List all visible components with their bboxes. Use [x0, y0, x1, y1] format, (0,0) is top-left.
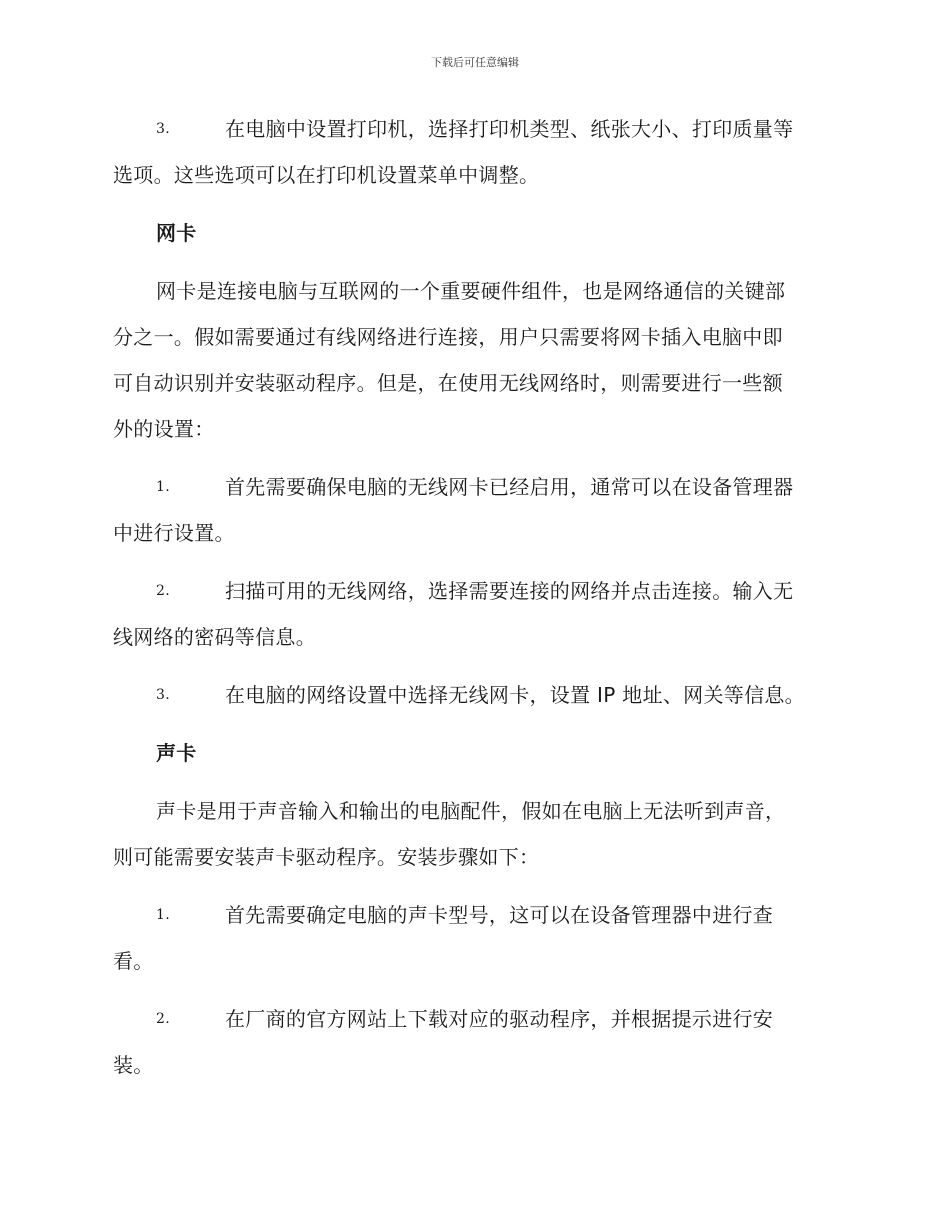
step-number: 3. — [156, 121, 170, 137]
page-header: 下载后可任意编辑 — [431, 56, 519, 69]
sound-intro-line-1: 声卡是用于声音输入和输出的电脑配件，假如在电脑上无法听到声音， — [156, 799, 786, 823]
step-text: 在电脑的网络设置中选择无线网卡，设置 IP 地址、网关等信息。 — [225, 683, 805, 707]
step-text: 在厂商的官方网站上下载对应的驱动程序，并根据提示进行安 — [225, 1007, 774, 1031]
step-text: 扫描可用的无线网络，选择需要连接的网络并点击连接。输入无 — [225, 579, 794, 603]
step-number: 3. — [156, 687, 170, 703]
sound-step-1-line-2: 看。 — [113, 949, 154, 973]
nic-step-2-line-1 — [113, 568, 835, 614]
step-text: 首先需要确保电脑的无线网卡已经启用，通常可以在设备管理器 — [225, 475, 794, 499]
nic-intro-line-2: 分之一。假如需要通过有线网络进行连接，用户只需要将网卡插入电脑中即 — [113, 325, 783, 349]
document-body — [113, 106, 835, 1088]
nic-step-2-line-2: 线网络的密码等信息。 — [113, 625, 316, 649]
sound-step-2-line-1 — [113, 996, 835, 1042]
step-text: 在电脑中设置打印机，选择打印机类型、纸张大小、打印质量等 — [225, 117, 794, 141]
step-text: 首先需要确定电脑的声卡型号，这可以在设备管理器中进行查 — [225, 903, 774, 927]
section-heading-nic: 网卡 — [156, 221, 197, 245]
sound-intro-line-2: 则可能需要安装声卡驱动程序。安装步骤如下： — [113, 845, 540, 869]
nic-intro-line-1: 网卡是连接电脑与互联网的一个重要硬件组件，也是网络通信的关键部 — [156, 279, 786, 303]
step-number: 2. — [156, 1011, 170, 1027]
printer-step-3-line-2: 选项。这些选项可以在打印机设置菜单中调整。 — [113, 163, 540, 187]
step-number: 2. — [156, 583, 170, 599]
nic-intro-line-4: 外的设置： — [113, 417, 215, 441]
nic-step-3-line-1 — [113, 672, 835, 718]
printer-step-3-line-1 — [113, 106, 835, 152]
sound-step-1-line-1 — [113, 892, 835, 938]
step-number: 1. — [156, 907, 170, 923]
step-number: 1. — [156, 479, 170, 495]
nic-step-1-line-1 — [113, 464, 835, 510]
nic-intro-line-3: 可自动识别并安装驱动程序。但是，在使用无线网络时，则需要进行一些额 — [113, 371, 783, 395]
nic-step-1-line-2: 中进行设置。 — [113, 521, 235, 545]
sound-step-2-line-2: 装。 — [113, 1053, 154, 1077]
section-heading-sound: 声卡 — [156, 741, 197, 765]
